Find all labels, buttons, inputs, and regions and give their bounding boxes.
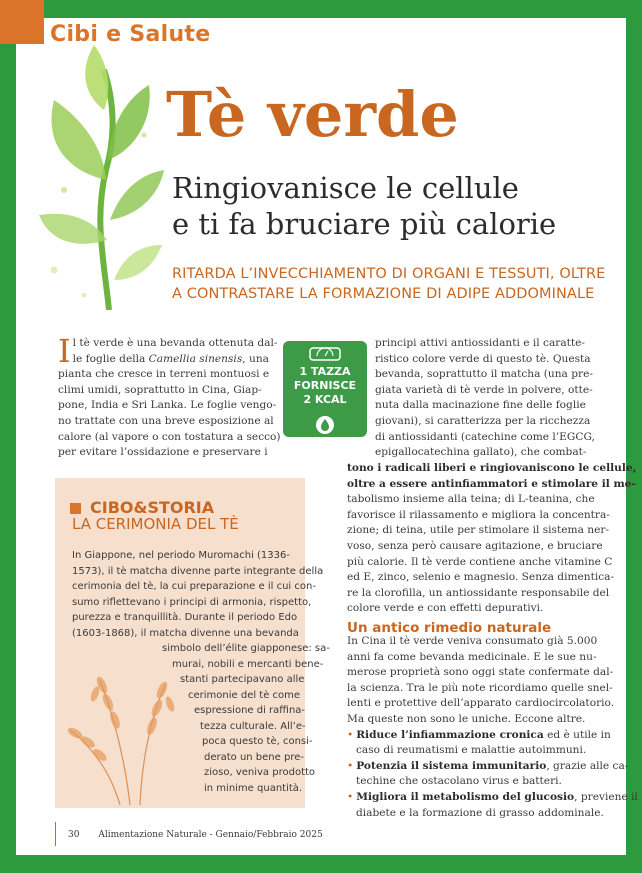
calorie-line: 2 KCAL <box>303 393 347 406</box>
sidebar-title: LA CERIMONIA DEL TÈ <box>72 515 239 533</box>
text-line: anni fa come bevanda medicinale. E le sue nu- <box>347 650 597 663</box>
text-line: re la clorofilla, un antiossidante responsabile del <box>347 586 610 599</box>
sidebar-line: In Giappone, nel periodo Muromachi (1336- <box>72 550 290 561</box>
section-label: Cibi e Salute <box>50 22 211 47</box>
bullet-icon: • <box>347 790 354 803</box>
text-line: pone, India e Sri Lanka. Le foglie vengo- <box>58 399 277 412</box>
bullet-icon: • <box>347 728 354 741</box>
sidebar-line: zioso, veniva prodotto <box>204 767 316 778</box>
sidebar-line: cerimonia del tè, la cui preparazione e il cui con- <box>72 581 316 592</box>
corner-tab <box>0 0 44 44</box>
sidebar-tag: CIBO&STORIA <box>90 498 215 517</box>
sidebar-line: purezza e tranquillità. Durante il periodo Edo <box>72 612 298 623</box>
main-column-top <box>375 336 601 461</box>
calorie-line: 1 TAZZA <box>299 365 351 378</box>
text-line: nuta dalla macinazione fine delle foglie <box>375 399 586 412</box>
calorie-box <box>283 341 367 437</box>
text-line: Ma queste non sono le uniche. Eccone altre. <box>347 712 586 725</box>
text-line: climi umidi, soprattutto in Cina, Giap- <box>58 383 262 396</box>
text-line: l tè verde è una bevanda ottenuta dal- <box>72 337 278 349</box>
text-line: favorisce il rilassamento e migliora la concentra- <box>347 508 610 521</box>
page-footer <box>68 830 323 840</box>
text-line: calore (al vapore o con tostatura a secco) <box>58 430 281 443</box>
sidebar-line: tezza culturale. All’e- <box>200 720 306 732</box>
text-line: giata varietà di tè verde in polvere, otte- <box>375 383 593 396</box>
text-line: lenti e protettive dell’apparato cardiocircolatorio. <box>347 697 615 710</box>
tea-leaves-illustration <box>24 40 174 310</box>
section-heading: Un antico rimedio naturale <box>347 620 552 636</box>
text-line: voso, senza però causare agitazione, e bruciare <box>347 539 603 552</box>
sidebar-line: espressione di raffina- <box>194 705 306 716</box>
bullet-continuation: techine che ostacolano virus e batteri. <box>356 775 562 788</box>
text-line: di antiossidanti (catechine come l’EGCG, <box>375 430 595 443</box>
text-line: no trattate con una breve esposizione al <box>58 414 274 427</box>
intro-column <box>58 332 281 461</box>
water-drop-icon <box>315 415 335 435</box>
text-line: la scienza. Tra le più note ricordiamo quelle snel- <box>347 681 613 694</box>
bullet-item: • Migliora il metabolismo del glucosio, previene il <box>347 790 638 803</box>
text-line: per evitare l’ossidazione e preservare i <box>58 446 268 459</box>
sidebar-line: in minime quantità. <box>204 782 303 794</box>
text-line: giovani), si caratterizza per la ricchezza <box>375 414 591 427</box>
text-line: tabolismo insieme alla teina; di L-teanina, che <box>347 493 595 506</box>
frame-top <box>0 0 642 18</box>
bullet-item: • Riduce l’infiammazione cronica ed è utile in <box>347 728 611 741</box>
article-subtitle <box>172 170 612 242</box>
text-line: zione; di teina, utile per stimolare il sistema ner- <box>347 524 609 537</box>
sidebar-line: stanti partecipavano alle <box>180 674 305 685</box>
sidebar-square-icon <box>70 503 81 514</box>
page-number: 30 <box>68 830 80 840</box>
text-line: pianta che cresce in terreni montuosi e <box>58 368 270 381</box>
text-line: ristico colore verde di questo tè. Questa <box>375 352 591 365</box>
text-line: ed E, zinco, selenio e magnesio. Senza dimentica- <box>347 571 615 584</box>
sidebar-line: (1603-1868), il matcha divenne una bevanda <box>72 627 299 639</box>
text-line: principi attivi antiossidanti e il caratte- <box>375 337 586 349</box>
sidebar-line: 1573), il tè matcha divenne parte integrante della <box>72 565 324 577</box>
article-title: Tè verde <box>166 78 459 151</box>
kicker-line: RITARDA L’INVECCHIAMENTO DI ORGANI E TESSUTI, OLTRE <box>172 266 606 282</box>
scale-icon <box>309 347 341 361</box>
subtitle-line: Ringiovanisce le cellule <box>172 171 519 205</box>
bullet-continuation: diabete e la formazione di grasso addominale. <box>356 806 604 819</box>
text-line: oltre a essere antinfiammatori e stimolare il me- <box>347 477 636 490</box>
drop-cap: I <box>58 332 71 370</box>
sidebar-line: simbolo dell’élite giapponese: sa- <box>162 643 330 654</box>
sidebar-line: cerimonie del tè come <box>188 689 301 701</box>
remedy-column <box>347 634 638 821</box>
magazine-credit: Alimentazione Naturale - Gennaio/Febbraio 2025 <box>98 830 323 840</box>
frame-bottom <box>0 855 642 873</box>
sidebar-line: derato un bene pre- <box>204 751 304 763</box>
sidebar-text <box>72 548 330 796</box>
text-line: bevanda, soprattutto il matcha (una pre- <box>375 368 593 381</box>
subtitle-line: e ti fa bruciare più calorie <box>172 207 557 241</box>
bullet-item: • Potenzia il sistema immunitario, grazie alle ca- <box>347 759 629 772</box>
frame-left <box>0 0 16 873</box>
text-line: epigallocatechina gallato), che combat- <box>375 446 587 459</box>
text-line: merose proprietà sono oggi state confermate dal- <box>347 666 614 679</box>
bullet-icon: • <box>347 759 354 772</box>
frame-right <box>626 0 642 873</box>
text-line: più calorie. Il tè verde contiene anche vitamine C <box>347 555 613 568</box>
sidebar-line: sumo riflettevano i principi di armonia, rispetto, <box>72 596 312 608</box>
article-kicker <box>172 264 612 304</box>
footer-rule <box>55 822 56 846</box>
sidebar-line: murai, nobili e mercanti bene- <box>172 658 324 670</box>
kicker-line: A CONTRASTARE LA FORMAZIONE DI ADIPE ADDOMINALE <box>172 286 595 302</box>
text-line: colore verde e con effetti depurativi. <box>347 602 544 615</box>
text-line: tono i radicali liberi e ringiovaniscono le cellule, <box>347 462 637 474</box>
calorie-label <box>283 365 367 407</box>
text-line: In Cina il tè verde veniva consumato già 5.000 <box>347 635 598 647</box>
calorie-line: FORNISCE <box>293 379 357 392</box>
text-line: le foglie della Camellia sinensis, una <box>72 352 269 365</box>
bullet-continuation: caso di reumatismi e malattie autoimmuni. <box>356 744 587 757</box>
main-column-middle <box>347 461 637 617</box>
sidebar-line: poca questo tè, consi- <box>202 736 313 747</box>
